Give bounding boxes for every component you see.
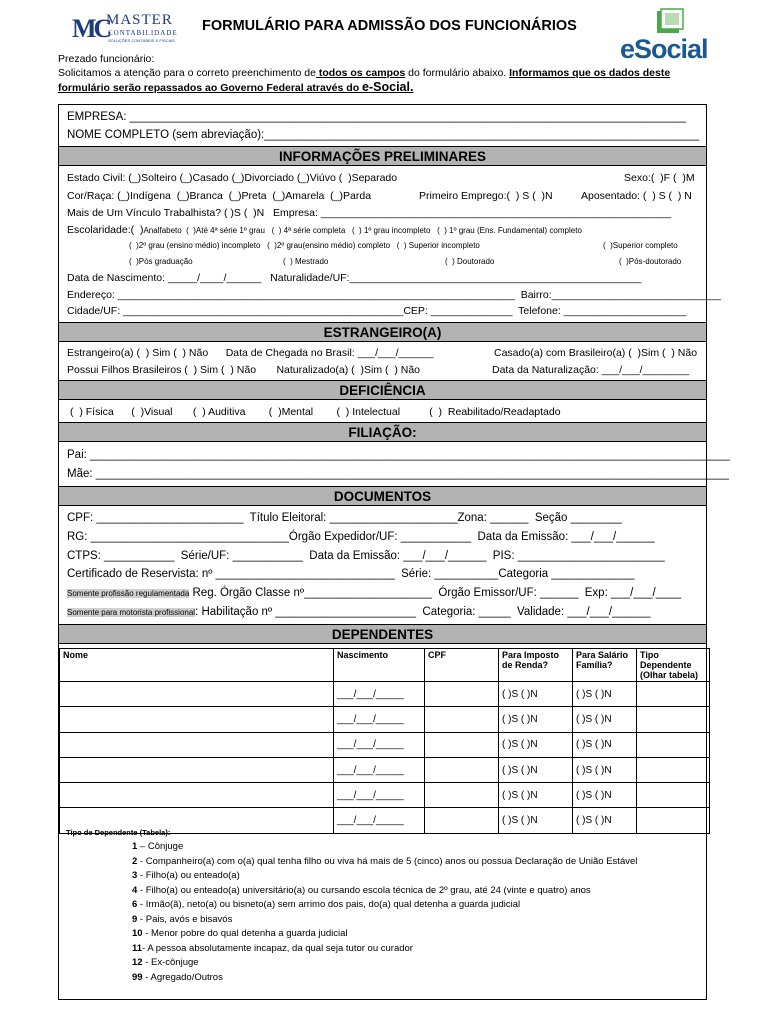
escolaridade-options: Analfabeto ( )Até 4ª série 1º grau ( ) 4ª série completa ( ) 1º grau incompleto ( ) 1º grau (Ens. Fundamental) completo [143,226,582,235]
form-title: FORMULÁRIO PARA ADMISSÃO DOS FUNCIONÁRIOS [202,18,577,34]
dependente-ir-cell[interactable]: ( )S ( )N [499,757,573,782]
section-deficiencia: DEFICIÊNCIA [59,380,706,400]
esocial-logo [620,8,720,66]
legend-item-text: - Companheiro(a) com o(a) qual tenha filho ou viva há mais de 5 (cinco) anos ou possua Declaração de União Estável [137,855,638,867]
dependente-nascimento-cell[interactable]: ___/___/_____ [334,808,425,833]
greeting: Prezado funcionário: [58,53,155,65]
intro-text: Solicitamos a atenção para o correto preenchimento de [58,67,316,79]
dependente-nome-cell[interactable] [60,757,334,782]
col-nascimento: Nascimento [334,649,425,682]
dependente-cpf-cell[interactable] [425,808,499,833]
legend-item [132,971,637,986]
legend-item-text: - A pessoa absolutamente incapaz, da qual seja tutor ou curador [142,942,413,954]
legend-item-text: - Ex-cônjuge [142,957,199,968]
dependente-tipo-cell[interactable] [637,682,710,707]
legend-item-number: 2 [132,855,138,867]
legend-item-text: - Pais, avós e bisavós [137,913,233,925]
legend-item-text: - Filho(a) ou enteado(a) [137,870,240,881]
vinculo-field[interactable]: Mais de Um Vínculo Trabalhista? ( )S ( )N Empresa: ____________________________________________________________ [67,207,672,219]
deficiencia-options[interactable]: ( ) Física ( )Visual ( ) Auditiva ( )Mental ( ) Intelectual ( ) Reabilitado/Readaptado [70,406,561,418]
section-dependentes: DEPENDENTES [59,624,706,644]
escolaridade-label: Escolaridade:( ) [67,224,144,236]
dependente-cpf-cell[interactable] [425,682,499,707]
aposentado-field[interactable]: Aposentado: ( ) S ( ) N [581,190,692,202]
dependente-nome-cell[interactable] [60,732,334,757]
intro-text: do formulário abaixo. [405,67,510,79]
dependente-ir-cell[interactable]: ( )S ( )N [499,783,573,808]
naturalizacao-date-field[interactable]: Data da Naturalização: ___/___/________ [492,364,690,376]
profissao-regulamentada-label: Somente profissão regulamentada [67,589,190,598]
legend-item [132,942,637,957]
intro-esocial: e-Social. [362,80,414,94]
dependente-tipo-cell[interactable] [637,757,710,782]
esocial-wordmark: eSocial [620,34,708,64]
legend-item-number: 10 [132,928,143,939]
legend-item-number: 1 [132,841,138,852]
escolaridade-line-2[interactable]: ( )2º grau (ensino médio) incompleto ( )2º grau(ensino médio) completo ( ) Superior incompleto [129,241,480,250]
col-nome: Nome [60,649,334,682]
legend-item-number: 11 [132,942,143,954]
ctps-field[interactable]: CTPS: ___________ Série/UF: ___________ Data da Emissão: ___/___/______ PIS: _______________________ [67,550,665,562]
col-tipo-dependente: Tipo Dependente (Olhar tabela) [637,649,710,682]
section-documentos: DOCUMENTOS [59,486,706,506]
primeiro-emprego-field[interactable]: Primeiro Emprego:( ) S ( )N [419,190,553,202]
logo-tagline: SOLUÇÕES CONTÁBEIS E FISCAIS [108,38,175,43]
intro-emphasis: Informamos que os dados deste [509,67,671,79]
cidade-field[interactable]: Cidade/UF: ________________________________________________CEP: ______________ Telefone: _____________________ [67,305,687,317]
estado-civil-field[interactable]: Estado Civil: (_)Solteiro (_)Casado (_)Divorciado (_)Viúvo ( )Separado [67,172,398,184]
dependente-sf-cell[interactable]: ( )S ( )N [573,707,637,732]
legend-item [132,913,637,928]
dependente-row [60,783,710,808]
intro-emphasis: todos os campos [315,67,406,79]
sexo-field[interactable]: Sexo:( )F ( )M [624,172,695,184]
dependente-nascimento-cell[interactable]: ___/___/_____ [334,682,425,707]
dependente-tipo-cell[interactable] [637,707,710,732]
casado-brasileiro-field[interactable]: Casado(a) com Brasileiro(a) ( )Sim ( ) Não [494,347,698,359]
dependente-ir-cell[interactable]: ( )S ( )N [499,808,573,833]
dependente-nascimento-cell[interactable]: ___/___/_____ [334,757,425,782]
legend-item-number: 99 [132,971,143,983]
cpf-titulo-field[interactable]: CPF: _______________________ Título Eleitoral: ____________________Zona: ______ Seção ________ [67,512,622,524]
legend-item-text: - Menor pobre do qual detenha a guarda judicial [142,928,348,939]
dependente-tipo-cell[interactable] [637,732,710,757]
dependente-row [60,707,710,732]
col-cpf: CPF [425,649,499,682]
dependente-nome-cell[interactable] [60,707,334,732]
legend-list [66,840,638,985]
dependente-nascimento-cell[interactable]: ___/___/_____ [334,783,425,808]
legend-item-number: 3 [132,870,138,881]
dependentes-table [59,648,710,834]
section-informacoes-preliminares: INFORMAÇÕES PRELIMINARES [59,146,706,166]
dependente-tipo-cell[interactable] [637,808,710,833]
estrangeiro-line-1[interactable]: Estrangeiro(a) ( ) Sim ( ) Não Data de Chegada no Brasil: ___/___/______ [67,347,434,359]
dependente-ir-cell[interactable]: ( )S ( )N [499,732,573,757]
endereco-field[interactable]: Endereço: ____________________________________________________________________ Bairro:_____________________________ [67,289,721,301]
legend-item-number: 4 [132,884,138,896]
legend-item-number: 6 [132,899,138,910]
escolaridade-superior-completo[interactable]: ( )Superior completo [603,241,678,250]
habilitacao-field[interactable] [67,605,651,620]
dependente-ir-cell[interactable]: ( )S ( )N [499,682,573,707]
dependente-row [60,757,710,782]
escolaridade-mestrado[interactable]: ( ) Mestrado [283,257,329,266]
registro-classe-text: Reg. Órgão Classe nº____________________ Órgão Emissor/UF: ______ Exp: ___/___/____ [189,587,682,599]
dependente-row [60,732,710,757]
section-estrangeiro: ESTRANGEIRO(A) [59,322,706,342]
legend-title: Tipo de Dependente (Tabela): [66,828,171,837]
legend-item [132,869,637,884]
col-salario-familia: Para Salário Família? [573,649,637,682]
legend-item-text: - Irmão(ã), neto(a) ou bisneto(a) sem arrimo dos pais, do(a) qual detenha a guarda judicial [137,899,521,910]
dependente-cpf-cell[interactable] [425,732,499,757]
cor-raca-field[interactable]: Cor/Raça: (_)Indígena (_)Branca (_)Preta (_)Amarela (_)Parda [67,190,372,202]
nascimento-field[interactable]: Data de Nascimento: _____/____/______ Naturalidade/UF:__________________________________________________ [67,272,642,284]
estrangeiro-line-2[interactable]: Possui Filhos Brasileiros ( ) Sim ( ) Não Naturalizado(a) ( )Sim ( ) Não [67,364,420,376]
legend-item-text: – Cônjuge [137,841,184,852]
section-filiacao: FILIAÇÃO: [59,422,706,442]
dependente-nome-cell[interactable] [60,783,334,808]
dependente-cpf-cell[interactable] [425,707,499,732]
dependente-ir-cell[interactable]: ( )S ( )N [499,707,573,732]
legend-item-text: - Filho(a) ou enteado(a) universitário(a) ou cursando escola técnica de 2º grau, até 24 (vinte e quatro) anos [137,884,591,896]
nome-completo-field[interactable]: NOME COMPLETO (sem abreviação):____________________________________________________________________ [67,129,700,141]
legend-item [132,855,637,870]
mae-field[interactable]: Mãe: ___________________________________________________________________________________________________ [67,468,729,480]
dependente-sf-cell[interactable]: ( )S ( )N [573,808,637,833]
habilitacao-text: : Habilitação nº ______________________ Categoria: _____ Validade: ___/___/______ [195,606,651,618]
escolaridade-doutorado[interactable]: ( ) Doutorado [445,257,495,266]
legend-item [132,927,637,942]
esocial-document-icon [656,8,684,34]
intro-line-1 [58,66,670,80]
dependente-tipo-cell[interactable] [637,783,710,808]
dependente-cpf-cell[interactable] [425,783,499,808]
legend-item-number: 9 [132,913,138,925]
escolaridade-pos[interactable]: ( )Pós graduação [129,257,193,266]
reservista-field[interactable]: Certificado de Reservista: nº ____________________________ Série: __________Categoria _____________ [67,568,635,580]
dependente-cpf-cell[interactable] [425,757,499,782]
dependente-sf-cell[interactable]: ( )S ( )N [573,732,637,757]
dependente-sf-cell[interactable]: ( )S ( )N [573,682,637,707]
legend-item-text: - Agregado/Outros [142,971,223,983]
dependente-nome-cell[interactable] [60,682,334,707]
logo-name: MASTER [106,12,173,28]
escolaridade-line-1[interactable] [67,223,582,238]
dependente-sf-cell[interactable]: ( )S ( )N [573,783,637,808]
legend-item [132,840,637,855]
logo-monogram: MC [72,14,110,43]
dependentes-header-row [60,649,710,682]
logo-subtitle: CONTABILIDADE [108,29,178,37]
dependente-nascimento-cell[interactable]: ___/___/_____ [334,732,425,757]
dependente-sf-cell[interactable]: ( )S ( )N [573,757,637,782]
master-logo [72,12,192,46]
legend-item [132,884,637,899]
empresa-field[interactable]: EMPRESA: _______________________________________________________________________________________ [67,111,687,123]
intro-line-2 [58,80,413,95]
rg-field[interactable]: RG: _______________________________Órgão Expedidor/UF: ___________ Data da Emissão: ___/___/______ [67,531,655,543]
motorista-label: Somente para motorista profissional [67,608,196,617]
legend-item [132,898,637,913]
dependente-row [60,682,710,707]
pai-field[interactable]: Pai: ____________________________________________________________________________________________________ [67,449,730,461]
legend-item-number: 12 [132,957,143,968]
escolaridade-pos-doutorado[interactable]: ( )Pós-doutorado [619,257,682,266]
registro-classe-field[interactable] [67,586,681,601]
dependente-nascimento-cell[interactable]: ___/___/_____ [334,707,425,732]
legend-item [132,956,637,971]
col-imposto-renda: Para Imposto de Renda? [499,649,573,682]
intro-emphasis: formulário serão repassados ao Governo Federal através do [58,82,363,94]
